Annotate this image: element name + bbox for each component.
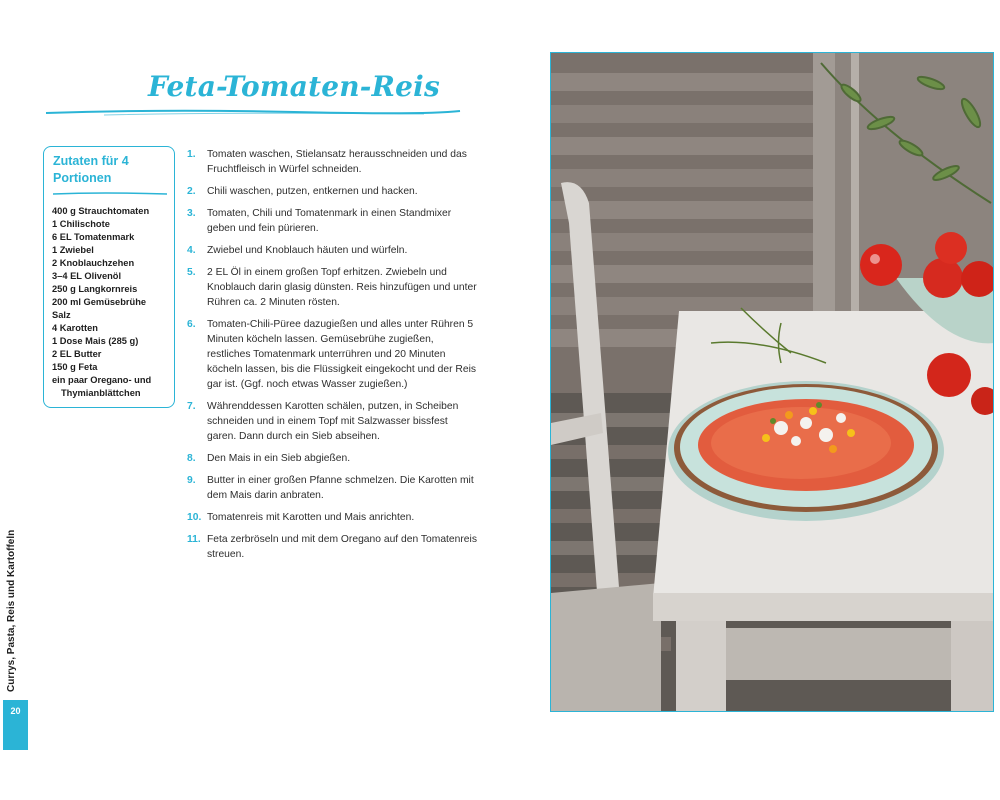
ingredient-item: 6 EL Tomatenmark [52,232,135,242]
ingredient-item: 1 Chilischote [52,219,110,229]
step-text: Zwiebel und Knoblauch häuten und würfeln. [207,245,408,256]
ingredient-item: 150 g Feta [52,362,98,372]
step-text: Butter in einer großen Pfanne schmelzen. Die Karotten mit dem Mais darin anbraten. [207,475,474,501]
ingredient-item: 4 Karotten [52,323,98,333]
food-photo-illustration [551,53,994,712]
step-number: 10. [187,512,202,523]
step-text: Tomaten, Chili und Tomatenmark in einen Standmixer geben und fein pürieren. [207,208,452,234]
step-item [187,317,477,392]
page-number: 20 [10,706,21,716]
step-text: 2 EL Öl in einem großen Topf erhitzen. Zwiebeln und Knoblauch darin glasig dünsten. Reis hinzufügen und unter Rühren ca. 2 Minuten rösten. [207,267,477,308]
step-number: 5. [187,267,196,278]
step-number: 1. [187,149,196,160]
step-number: 3. [187,208,196,219]
step-number: 9. [187,475,196,486]
step-item [187,147,477,177]
step-item [187,206,477,236]
ingredients-box [43,146,175,408]
page-tab [3,700,28,750]
step-number: 8. [187,453,196,464]
rice-plate [668,381,944,521]
step-text: Tomaten-Chili-Püree dazugießen und alles unter Rühren 5 Minuten köcheln lassen. Gemüsebrühe zugießen, restliches Tomatenmark unterrühren und 20 Minuten köcheln lassen, bis die Flüssigkeit eingekocht und der Reis gar ist. (Ggf. noch etwas Wasser zugießen.) [207,319,477,390]
step-text: Den Mais in ein Sieb abgießen. [207,453,351,464]
step-number: 11. [187,534,201,545]
ingredient-item: 2 EL Butter [52,349,102,359]
title-underline [44,107,464,117]
ingredient-item: 1 Dose Mais (285 g) [52,336,139,346]
ingredient-item: 400 g Strauchtomaten [52,206,150,216]
ingredient-item: Salz [52,310,71,320]
step-number: 7. [187,401,196,412]
step-text: Währenddessen Karotten schälen, putzen, in Scheiben schneiden und in einem Topf mit Salzwasser bissfest garen. Dann durch ein Sieb abseihen. [207,401,459,442]
step-text: Tomaten waschen, Stielansatz herausschneiden und das Fruchtfleisch in Würfel schneiden. [207,149,467,175]
step-number: 6. [187,319,196,330]
ingredient-item: 200 ml Gemüsebrühe [52,297,147,307]
ingredient-item: 250 g Langkornreis [52,284,138,294]
step-item [187,265,477,310]
step-number: 2. [187,186,196,197]
ingredient-item: Thymianblättchen [61,388,141,398]
step-number: 4. [187,245,196,256]
ingredient-item: 1 Zwiebel [52,245,94,255]
step-item [187,451,477,466]
ingredients-list [52,205,174,400]
step-text: Feta zerbröseln und mit dem Oregano auf den Tomatenreis streuen. [207,534,477,560]
ingredient-item: ein paar Oregano- und [52,375,152,385]
food-photo [550,52,994,712]
step-item [187,243,477,258]
step-text: Tomatenreis mit Karotten und Mais anrichten. [207,512,415,523]
recipe-title: Feta-Tomaten-Reis [148,70,440,103]
ingredients-underline [52,191,168,197]
ingredients-heading: Zutaten für 4 Portionen [53,154,129,185]
step-item [187,184,477,199]
step-item [187,473,477,503]
step-item [187,532,477,562]
ingredient-item: 3–4 EL Olivenöl [52,271,122,281]
instruction-steps [187,147,477,569]
step-item [187,510,477,525]
step-text: Chili waschen, putzen, entkernen und hacken. [207,186,418,197]
ingredient-item: 2 Knoblauchzehen [52,258,135,268]
step-item [187,399,477,444]
chapter-label: Currys, Pasta, Reis und Kartoffeln [6,529,17,692]
